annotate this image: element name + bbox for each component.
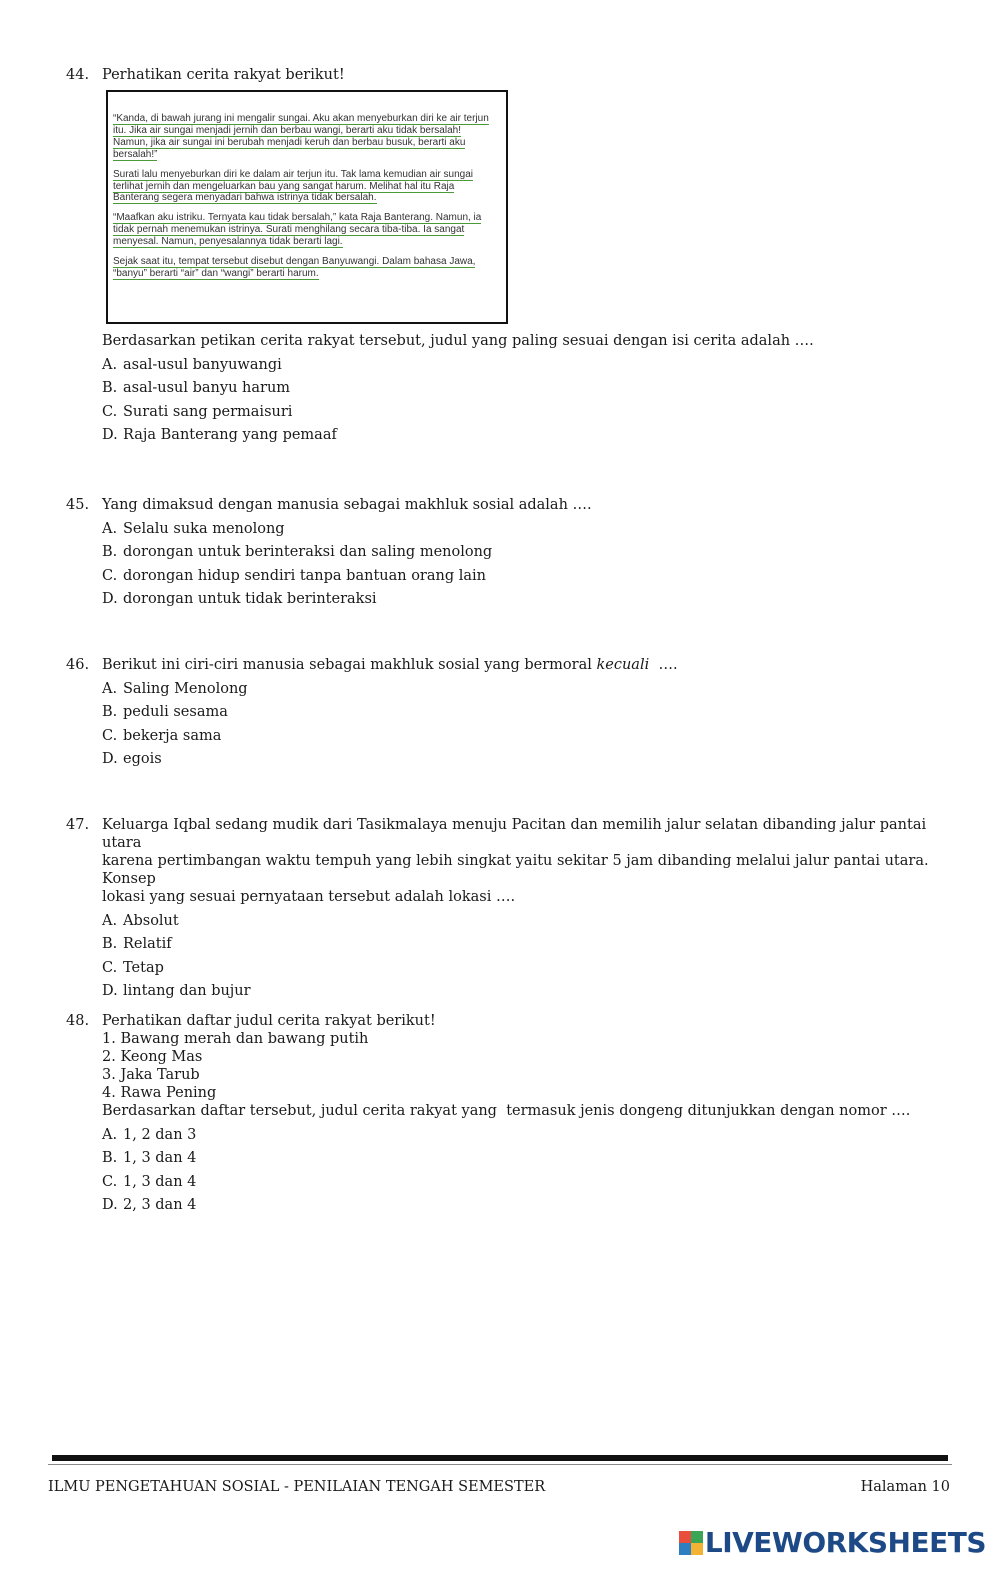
question-stem-line: lokasi yang sesuai pernyataan tersebut adalah lokasi …. [102, 889, 516, 905]
option-a[interactable]: A. asal-usul banyuwangi [102, 356, 282, 373]
question-stem: Yang dimaksud dengan manusia sebagai makhluk sosial adalah …. [102, 497, 592, 513]
question-number: 44. [66, 67, 90, 83]
list-item: 2. Keong Mas [102, 1049, 203, 1065]
question-number: 47. [66, 817, 90, 833]
option-c[interactable]: C. 1, 3 dan 4 [102, 1173, 197, 1190]
footer-divider-thick [52, 1455, 948, 1461]
option-a[interactable]: A. Selalu suka menolong [102, 520, 285, 537]
question-45 [66, 496, 946, 608]
emphasis-kecuali: kecuali [596, 657, 650, 673]
liveworksheets-logo-icon [679, 1531, 703, 1555]
option-a[interactable]: A. Saling Menolong [102, 680, 248, 697]
option-d[interactable]: D. dorongan untuk tidak berinteraksi [102, 591, 377, 608]
list-item: 4. Rawa Pening [102, 1085, 217, 1101]
option-d[interactable]: D. lintang dan bujur [102, 983, 251, 1000]
question-number: 45. [66, 497, 90, 513]
option-b[interactable]: B. peduli sesama [102, 704, 228, 721]
question-stem-line: karena pertimbangan waktu tempuh yang lebih singkat yaitu sekitar 5 jam dibanding melalui jalur pantai utara. Konsep [102, 853, 929, 887]
footer-divider-thin [48, 1464, 952, 1465]
option-c[interactable]: C. bekerja sama [102, 727, 222, 744]
story-passage-box [106, 90, 508, 324]
question-prompt: Berdasarkan daftar tersebut, judul cerita rakyat yang termasuk jenis dongeng ditunjukkan dengan nomor …. [102, 1103, 911, 1119]
question-prompt: Berdasarkan petikan cerita rakyat tersebut, judul yang paling sesuai dengan isi cerita adalah …. [102, 333, 814, 349]
option-b[interactable]: B. asal-usul banyu harum [102, 380, 291, 397]
question-stem: Perhatikan cerita rakyat berikut! [102, 67, 345, 83]
option-d[interactable]: D. 2, 3 dan 4 [102, 1197, 197, 1214]
option-b[interactable]: B. Relatif [102, 936, 172, 953]
list-item: 1. Bawang merah dan bawang putih [102, 1031, 369, 1047]
question-48 [66, 1012, 946, 1214]
option-c[interactable]: C. Surati sang permaisuri [102, 403, 293, 420]
option-a[interactable]: A. 1, 2 dan 3 [102, 1126, 197, 1143]
brand-name: LIVEWORKSHEETS [704, 1526, 986, 1559]
question-number: 46. [66, 657, 90, 673]
passage-paragraph: “Maafkan aku istriku. Ternyata kau tidak bersalah,” kata Raja Banterang. Namun, ia tidak pernah menemukan istrinya. Surati menghilang secara tiba-tiba. Ia sangat menyesal. Namun, penyesalannya tidak berarti lagi. [113, 212, 482, 248]
option-d[interactable]: D. egois [102, 751, 162, 768]
question-44 [66, 66, 946, 444]
question-46 [66, 656, 946, 768]
footer-page-number: Halaman 10 [860, 1479, 950, 1495]
question-number: 48. [66, 1013, 90, 1029]
option-c[interactable]: C. dorongan hidup sendiri tanpa bantuan orang lain [102, 567, 486, 584]
question-47 [66, 816, 946, 1000]
option-d[interactable]: D. Raja Banterang yang pemaaf [102, 427, 337, 444]
question-stem: Perhatikan daftar judul cerita rakyat berikut! [102, 1013, 436, 1029]
option-b[interactable]: B. 1, 3 dan 4 [102, 1150, 197, 1167]
footer-subject-title: ILMU PENGETAHUAN SOSIAL - PENILAIAN TENGAH SEMESTER [48, 1479, 546, 1495]
option-b[interactable]: B. dorongan untuk berinteraksi dan saling menolong [102, 544, 493, 561]
option-c[interactable]: C. Tetap [102, 959, 164, 976]
liveworksheets-brand[interactable] [679, 1526, 986, 1559]
passage-paragraph: Surati lalu menyeburkan diri ke dalam air terjun itu. Tak lama kemudian air sungai terlihat jernih dan mengeluarkan bau yang sangat harum. Melihat hal itu Raja Banterang segera menyadari bahwa istrinya tidak bersalah. [113, 168, 473, 204]
question-stem-line: Keluarga Iqbal sedang mudik dari Tasikmalaya menuju Pacitan dan memilih jalur selatan dibanding jalur pantai utara [102, 817, 927, 851]
question-stem: Berikut ini ciri-ciri manusia sebagai makhluk sosial yang bermoral kecuali …. [102, 657, 678, 673]
option-a[interactable]: A. Absolut [102, 912, 179, 929]
passage-paragraph: Sejak saat itu, tempat tersebut disebut dengan Banyuwangi. Dalam bahasa Jawa, “banyu” berarti “air” dan “wangi” berarti harum. [113, 256, 476, 279]
list-item: 3. Jaka Tarub [102, 1067, 200, 1083]
passage-paragraph: “Kanda, di bawah jurang ini mengalir sungai. Aku akan menyeburkan diri ke air terjun itu. Jika air sungai menjadi jernih dan berbau wangi, berarti aku tidak bersalah! Namun, jika air sungai ini berubah menjadi keruh dan berbau busuk, berarti aku bersalah!” [113, 113, 489, 160]
